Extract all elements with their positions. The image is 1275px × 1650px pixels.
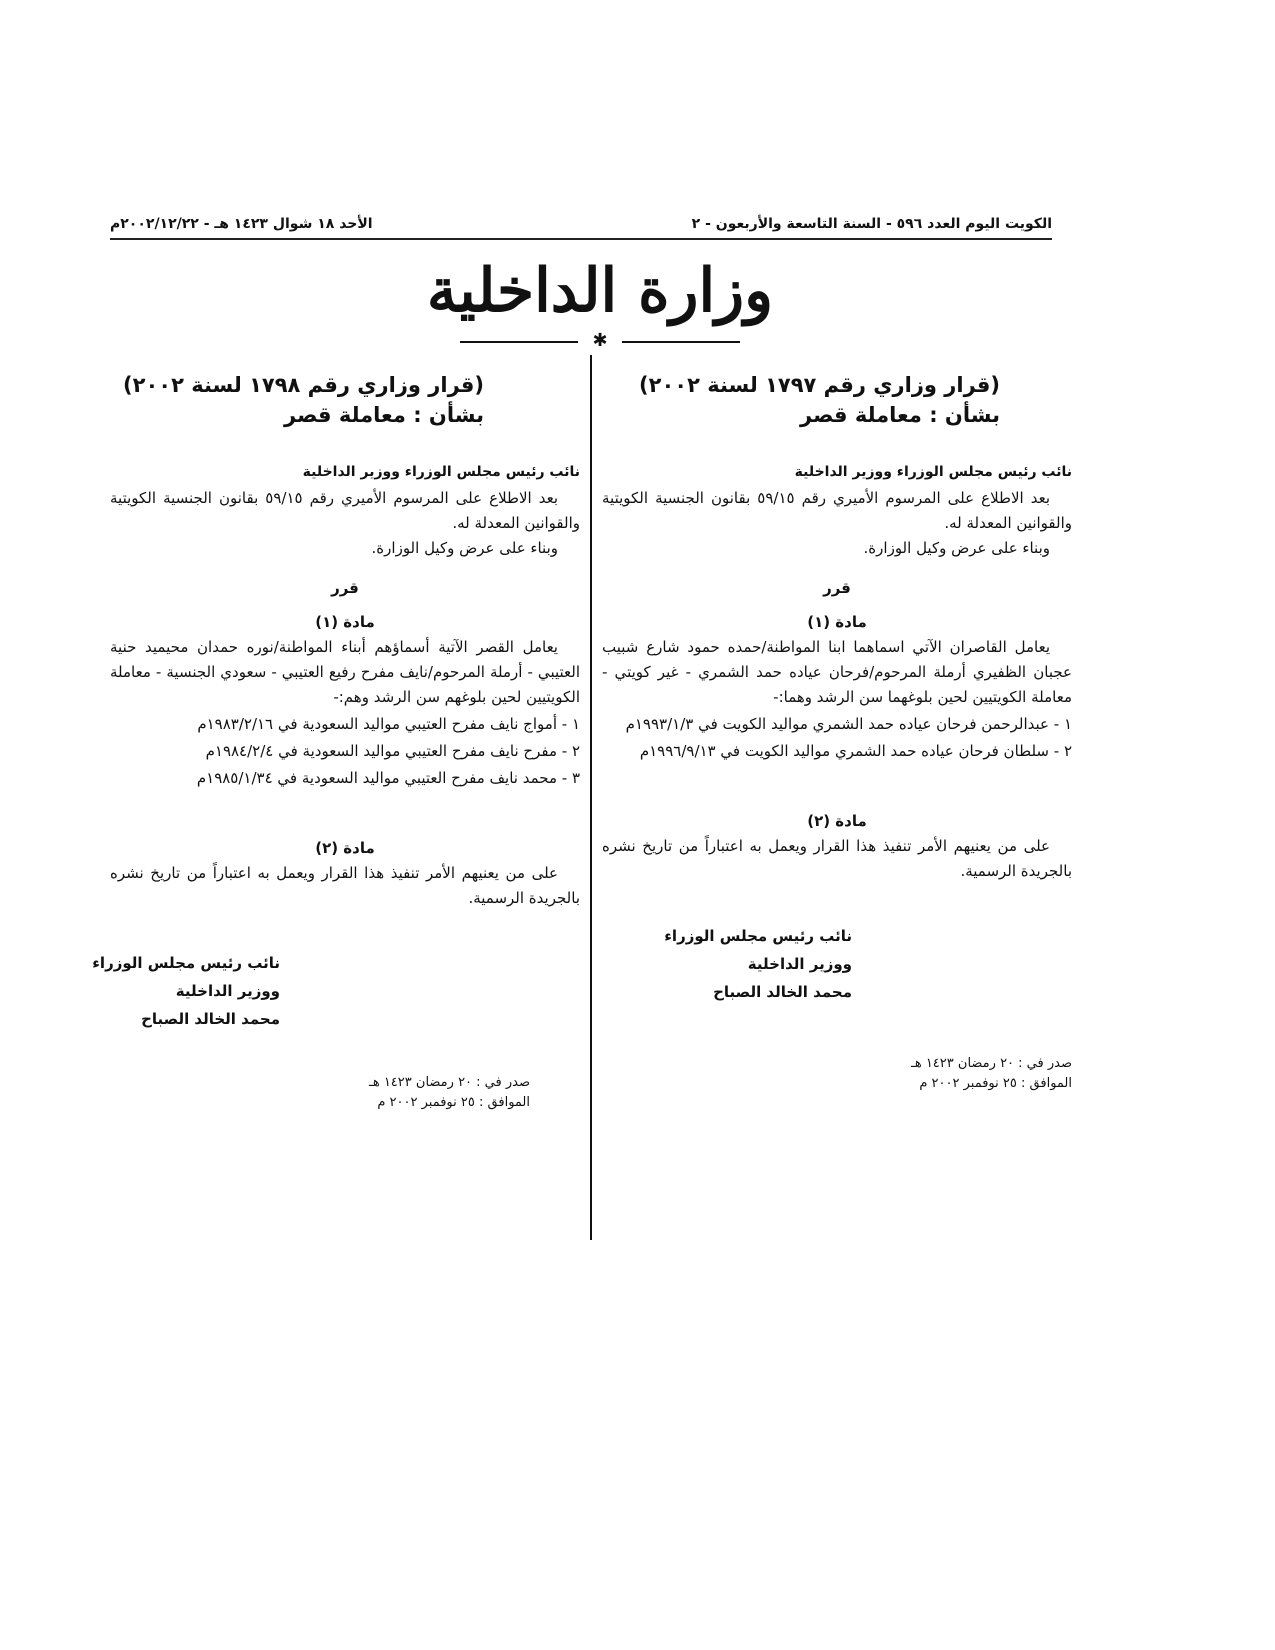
decree-1798 — [92, 370, 580, 1113]
decided-heading: قرر — [331, 579, 359, 597]
article-text: على من يعنيهم الأمر تنفيذ هذا القرار ويعمل به اعتباراً من تاريخ نشره بالجريدة الرسمية. — [110, 864, 580, 907]
ornament-line-left — [460, 341, 578, 343]
list-item: ١ - أمواج نايف مفرح العتيبي مواليد السعودية في ١٩٨٣/٢/١٦م — [197, 715, 580, 733]
signature-block — [602, 922, 852, 1006]
article-heading: مادة (١) — [807, 613, 867, 631]
running-header — [110, 212, 1052, 240]
column-divider — [590, 355, 592, 1240]
issued-date — [602, 1054, 1072, 1094]
decree-1797 — [602, 370, 1072, 1094]
article-text: يعامل القاصران الآتي اسماهما ابنا المواطنة/حمده حمود شارع شبيب عجبان الظفيري أرملة المرحوم/فرحان عياده حمد الشمري - غير كويتي - معاملة الكويتيين لحين بلوغهما سن الرشد وهما:- — [602, 638, 1072, 706]
issued-line: الموافق : ٢٥ نوفمبر ٢٠٠٢ م — [919, 1076, 1072, 1091]
decree-title: (قرار وزاري رقم ١٧٩٨ لسنة ٢٠٠٢) — [123, 373, 484, 397]
signature-line: نائب رئيس مجلس الوزراء — [92, 954, 280, 972]
list-item: ٢ - مفرح نايف مفرح العتيبي مواليد السعودية في ١٩٨٤/٢/٤م — [205, 742, 580, 760]
signature-block — [92, 949, 280, 1033]
issued-line: الموافق : ٢٥ نوفمبر ٢٠٠٢ م — [377, 1095, 530, 1110]
issued-line: صدر في : ٢٠ رمضان ١٤٢٣ هـ — [369, 1075, 530, 1090]
signature-line: محمد الخالد الصباح — [713, 983, 852, 1001]
signature-line: ووزير الداخلية — [175, 982, 280, 1000]
issue-info: الكويت اليوم العدد ٥٩٦ - السنة التاسعة والأربعون - ٢ — [691, 216, 1052, 232]
decree-title: (قرار وزاري رقم ١٧٩٧ لسنة ٢٠٠٢) — [639, 373, 1000, 397]
signature-line: نائب رئيس مجلس الوزراء — [664, 927, 852, 945]
issuer-heading: نائب رئيس مجلس الوزراء ووزير الداخلية — [302, 464, 580, 480]
minors-list — [602, 712, 1072, 764]
list-item: ٢ - سلطان فرحان عياده حمد الشمري مواليد الكويت في ١٩٩٦/٩/١٣م — [639, 742, 1072, 760]
minors-list — [110, 712, 580, 791]
ornament-star-icon: ✱ — [592, 330, 608, 351]
issuer-heading: نائب رئيس مجلس الوزراء ووزير الداخلية — [794, 464, 1072, 480]
signature-line: محمد الخالد الصباح — [141, 1010, 280, 1028]
article-heading: مادة (١) — [315, 613, 375, 631]
ornament-line-right — [622, 341, 740, 343]
decree-subject: بشأن : معاملة قصر — [800, 403, 1000, 427]
preamble-text: وبناء على عرض وكيل الوزارة. — [863, 539, 1050, 557]
signature-line: ووزير الداخلية — [747, 955, 852, 973]
list-item: ٣ - محمد نايف مفرح العتيبي مواليد السعودية في ١٩٨٥/١/٣٤م — [196, 769, 580, 787]
list-item: ١ - عبدالرحمن فرحان عياده حمد الشمري مواليد الكويت في ١٩٩٣/١/٣م — [625, 715, 1072, 733]
preamble-text: بعد الاطلاع على المرسوم الأميري رقم ٥٩/١٥ بقانون الجنسية الكويتية والقوانين المعدلة له. — [602, 489, 1072, 532]
article-heading: مادة (٢) — [315, 839, 375, 857]
article-text: يعامل القصر الآتية أسماؤهم أبناء المواطنة/نوره حمدان محيميد حنية العتيبي - أرملة المرحوم/نايف مفرح رفيع العتيبي - سعودي الجنسية - معاملة الكويتيين لحين بلوغهم سن الرشد وهم:- — [110, 638, 580, 706]
article-heading: مادة (٢) — [807, 812, 867, 830]
issued-date — [110, 1073, 530, 1113]
title-ornament — [460, 330, 740, 351]
article-text: على من يعنيهم الأمر تنفيذ هذا القرار ويعمل به اعتباراً من تاريخ نشره بالجريدة الرسمية. — [602, 837, 1072, 880]
issued-line: صدر في : ٢٠ رمضان ١٤٢٣ هـ — [911, 1056, 1072, 1071]
decree-subject: بشأن : معاملة قصر — [284, 403, 484, 427]
decided-heading: قرر — [823, 579, 851, 597]
issue-date: الأحد ١٨ شوال ١٤٢٣ هـ - ٢٠٠٢/١٢/٢٢م — [110, 216, 373, 232]
ministry-title: وزارة الداخلية — [426, 256, 774, 326]
preamble-text: وبناء على عرض وكيل الوزارة. — [371, 539, 558, 557]
preamble-text: بعد الاطلاع على المرسوم الأميري رقم ٥٩/١٥ بقانون الجنسية الكويتية والقوانين المعدلة له. — [110, 489, 580, 532]
